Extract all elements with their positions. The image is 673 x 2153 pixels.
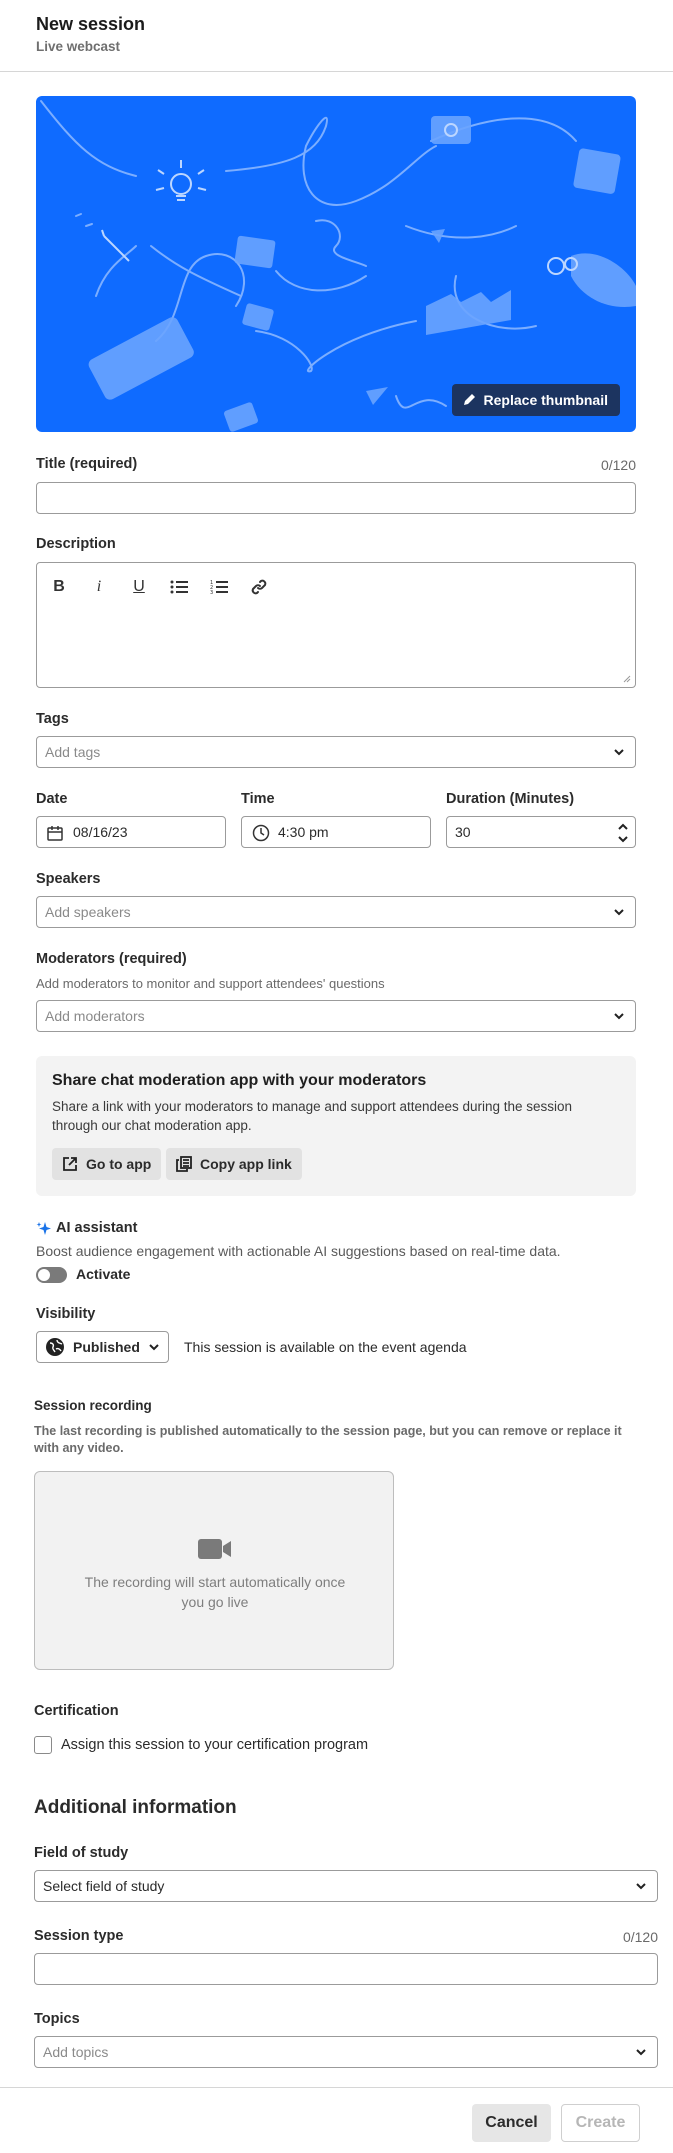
chevron-down-icon (635, 2048, 647, 2056)
copy-app-link-label: Copy app link (200, 1156, 292, 1172)
resize-handle-icon[interactable] (623, 675, 631, 683)
globe-icon (45, 1337, 65, 1357)
topics-label: Topics (34, 2011, 80, 2027)
pencil-icon (462, 393, 476, 407)
visibility-label: Visibility (36, 1306, 96, 1322)
topics-select[interactable] (34, 2036, 658, 2068)
page-title: New session (36, 14, 146, 34)
visibility-value: Published (73, 1339, 140, 1355)
video-camera-icon (198, 1538, 232, 1560)
sparkle-icon (36, 1221, 52, 1237)
header-divider (0, 71, 673, 72)
speakers-label: Speakers (36, 871, 101, 887)
recording-placeholder (34, 1471, 394, 1670)
tags-label: Tags (36, 711, 69, 727)
title-label: Title (required) (36, 456, 138, 472)
bullet-list-icon[interactable] (165, 573, 193, 601)
session-type-label: Session type (34, 1928, 124, 1944)
duration-value: 30 (455, 824, 471, 840)
session-thumbnail (36, 96, 636, 432)
bold-icon[interactable]: B (53, 578, 65, 595)
description-editor[interactable] (36, 562, 636, 688)
visibility-select[interactable] (36, 1331, 169, 1363)
share-card-title: Share chat moderation app with your moderators (52, 1072, 427, 1089)
field-of-study-placeholder: Select field of study (43, 1878, 165, 1894)
moderators-placeholder: Add moderators (45, 1008, 145, 1024)
copy-icon (176, 1156, 192, 1172)
date-input[interactable] (36, 816, 226, 848)
tags-placeholder: Add tags (45, 744, 101, 760)
go-to-app-label: Go to app (86, 1156, 152, 1172)
chevron-down-icon (613, 908, 625, 916)
field-of-study-label: Field of study (34, 1845, 129, 1861)
ai-assistant-label: AI assistant (56, 1220, 138, 1236)
session-type-input[interactable] (34, 1953, 658, 1985)
cancel-button[interactable]: Cancel (472, 2104, 551, 2142)
footer-divider (0, 2087, 673, 2088)
page-subtitle: Live webcast (36, 39, 121, 54)
date-value: 08/16/23 (73, 824, 128, 840)
svg-text:2: 2 (210, 585, 214, 591)
recording-label: Session recording (34, 1398, 152, 1413)
session-type-counter: 0/120 (622, 1929, 658, 1945)
certification-checkbox-label: Assign this session to your certification program (61, 1737, 369, 1753)
go-to-app-button[interactable] (52, 1148, 161, 1180)
visibility-note: This session is available on the event agenda (184, 1339, 467, 1355)
moderators-label: Moderators (required) (36, 951, 187, 967)
copy-app-link-button[interactable] (166, 1148, 302, 1180)
external-link-icon (62, 1156, 78, 1172)
date-label: Date (36, 791, 68, 807)
numbered-list-icon[interactable] (205, 573, 233, 601)
svg-text:1: 1 (210, 580, 214, 586)
duration-stepper[interactable] (446, 816, 636, 848)
tags-select[interactable] (36, 736, 636, 768)
stepper-arrows-icon[interactable] (617, 821, 629, 845)
svg-text:3: 3 (210, 590, 214, 595)
additional-info-heading: Additional information (34, 1797, 237, 1818)
recording-hint: The last recording is published automatically to the session page, but you can remove or replace it with any video. (34, 1424, 622, 1455)
thumbnail-illustration (36, 96, 636, 432)
time-input[interactable] (241, 816, 431, 848)
replace-thumbnail-label: Replace thumbnail (483, 392, 608, 408)
ai-assistant-hint: Boost audience engagement with actionable AI suggestions based on real-time data. (36, 1243, 561, 1259)
field-of-study-select[interactable] (34, 1870, 658, 1902)
clock-icon (252, 824, 270, 842)
replace-thumbnail-button[interactable] (452, 384, 620, 416)
certification-checkbox[interactable] (34, 1736, 52, 1754)
recording-placeholder-text: The recording will start automatically once you go live (84, 1574, 346, 1610)
time-label: Time (241, 791, 275, 807)
chevron-down-icon (613, 748, 625, 756)
ai-activate-label: Activate (76, 1266, 131, 1282)
link-icon[interactable] (245, 573, 273, 601)
certification-label: Certification (34, 1703, 119, 1719)
title-counter: 0/120 (600, 457, 636, 473)
underline-icon[interactable]: U (133, 578, 145, 595)
description-label: Description (36, 536, 116, 552)
italic-icon[interactable]: i (96, 578, 102, 595)
share-moderation-card (36, 1056, 636, 1196)
share-card-text: Share a link with your moderators to manage and support attendees during the session through our chat moderation app. (52, 1099, 573, 1133)
topics-placeholder: Add topics (43, 2044, 109, 2060)
moderators-select[interactable] (36, 1000, 636, 1032)
time-value: 4:30 pm (278, 824, 329, 840)
ai-assistant-toggle[interactable] (36, 1267, 67, 1283)
chevron-down-icon (613, 1012, 625, 1020)
chevron-down-icon (148, 1343, 160, 1351)
calendar-icon (47, 825, 63, 841)
create-button[interactable]: Create (561, 2104, 640, 2142)
duration-label: Duration (Minutes) (446, 791, 575, 807)
title-input[interactable] (36, 482, 636, 514)
speakers-select[interactable] (36, 896, 636, 928)
chevron-down-icon (635, 1882, 647, 1890)
moderators-hint: Add moderators to monitor and support attendees' questions (36, 976, 385, 991)
speakers-placeholder: Add speakers (45, 904, 131, 920)
